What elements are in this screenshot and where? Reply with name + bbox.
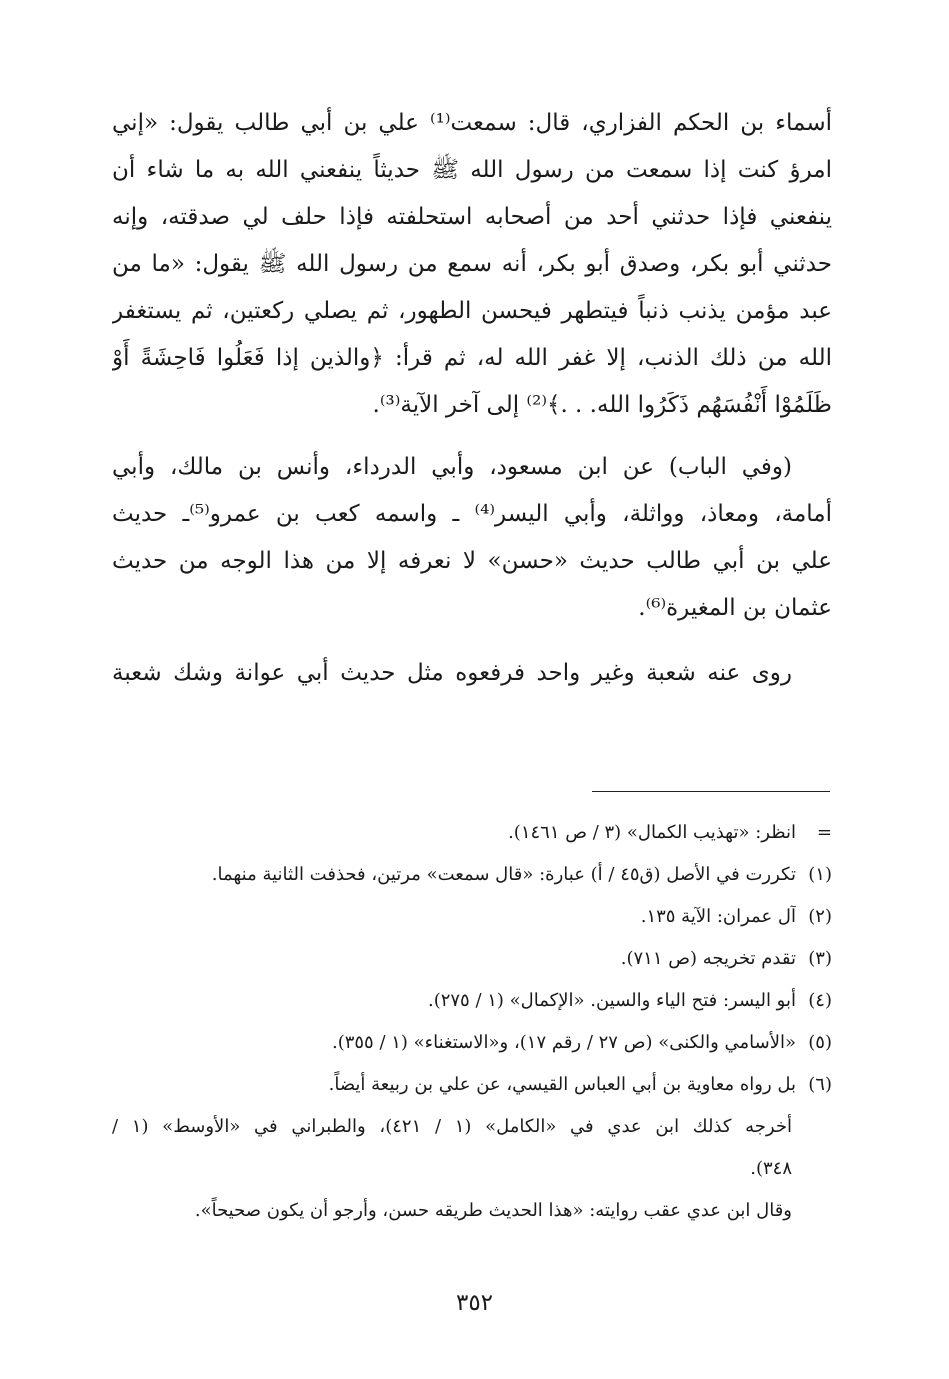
- footnote-number: (٥): [808, 1032, 832, 1053]
- footnotes: [112, 812, 832, 1232]
- text-line: حدثني أبو بكر، وصدق أبو بكر، أنه سمع من رسول الله ﷺ يقول: «ما من: [112, 251, 832, 277]
- footnote-3: [112, 938, 832, 980]
- text-line: علي بن أبي طالب حديث «حسن» لا نعرفه إلا من هذا الوجه من حديث: [112, 548, 832, 574]
- footnote-text: تكررت في الأصل (ق٤٥ / أ) عبارة: «قال سمعت» مرتين، فحذفت الثانية منهما.: [211, 864, 796, 885]
- page-number: ٣٥٢: [455, 1290, 494, 1316]
- footnote-number: (٢): [808, 906, 832, 927]
- footnote-continuation: [112, 812, 832, 854]
- footnote-text: تقدم تخريجه (ص ٧١١).: [620, 948, 796, 969]
- footnote-6: [112, 1064, 832, 1106]
- body-paragraph-2: [112, 444, 832, 632]
- footnote-text: «الأسامي والكنى» (ص ٢٧ / رقم ١٧)، و«الاستغناء» (١ / ٣٥٥).: [331, 1032, 796, 1053]
- footnote-line: ٣٤٨).: [750, 1158, 792, 1179]
- text-line: الله من ذلك الذنب، إلا غفر الله له، ثم قرأ: ﴿والذين إذا فَعَلُوا فَاحِشَةً أَوْ: [112, 345, 832, 371]
- text-line: امرؤ كنت إذا سمعت من رسول الله ﷺ حديثاً ينفعني الله به ما شاء أن: [112, 157, 832, 183]
- text-line: روى عنه شعبة وغير واحد فرفعوه مثل حديث أبي عوانة وشك شعبة: [112, 660, 792, 686]
- text-line: أسماء بن الحكم الفزاري، قال: سمعت⁽¹⁾ علي بن أبي طالب يقول: «إني: [112, 110, 832, 136]
- footnote-text: آل عمران: الآية ١٣٥.: [640, 906, 796, 927]
- footnote-separator: [592, 791, 830, 792]
- footnote-number: (٣): [808, 948, 832, 969]
- footnote-number: (٤): [808, 990, 832, 1011]
- footnote-text: بل رواه معاوية بن أبي العباس القيسي، عن علي بن ربيعة أيضاً.: [328, 1074, 796, 1095]
- footnote-1: [112, 854, 832, 896]
- footnote-number: (١): [808, 864, 832, 885]
- text-line: (وفي الباب) عن ابن مسعود، وأبي الدرداء، وأنس بن مالك، وأبي: [112, 454, 792, 480]
- text-line: عبد مؤمن يذنب ذنباً فيتطهر فيحسن الطهور، ثم يصلي ركعتين، ثم يستغفر: [112, 298, 832, 324]
- footnote-2: [112, 896, 832, 938]
- footnote-text: أبو اليسر: فتح الياء والسين. «الإكمال» (١ / ٢٧٥).: [427, 990, 796, 1011]
- text-line: عثمان بن المغيرة⁽⁶⁾.: [638, 595, 832, 621]
- text-line: ظَلَمُوْا أَنْفُسَهُم ذَكَرُوا الله. . .﴾⁽²⁾ إلى آخر الآية⁽³⁾.: [372, 392, 832, 418]
- footnote-line: أخرجه كذلك ابن عدي في «الكامل» (١ / ٤٢١)، والطبراني في «الأوسط» (١ /: [112, 1116, 792, 1137]
- footnote-text: انظر: «تهذيب الكمال» (٣ / ص ١٤٦١).: [508, 822, 796, 843]
- footnote-line: وقال ابن عدي عقب روايته: «هذا الحديث طريقه حسن، وأرجو أن يكون صحيحاً».: [194, 1200, 792, 1221]
- footnote-4: [112, 980, 832, 1022]
- footnote-number: (٦): [808, 1074, 832, 1095]
- text-line: ينفعني فإذا حدثني أحد من أصحابه استحلفته فإذا حلف لي صدقته، وإنه: [112, 204, 832, 230]
- footnote-5: [112, 1022, 832, 1064]
- body-paragraph-3: [112, 650, 832, 697]
- continuation-marker: =: [816, 822, 832, 843]
- text-line: أمامة، ومعاذ، وواثلة، وأبي اليسر⁽⁴⁾ ـ واسمه كعب بن عمرو⁽⁵⁾ـ حديث: [112, 501, 832, 527]
- body-paragraph-1: [112, 100, 832, 429]
- footnote-6-continuation: [112, 1106, 792, 1232]
